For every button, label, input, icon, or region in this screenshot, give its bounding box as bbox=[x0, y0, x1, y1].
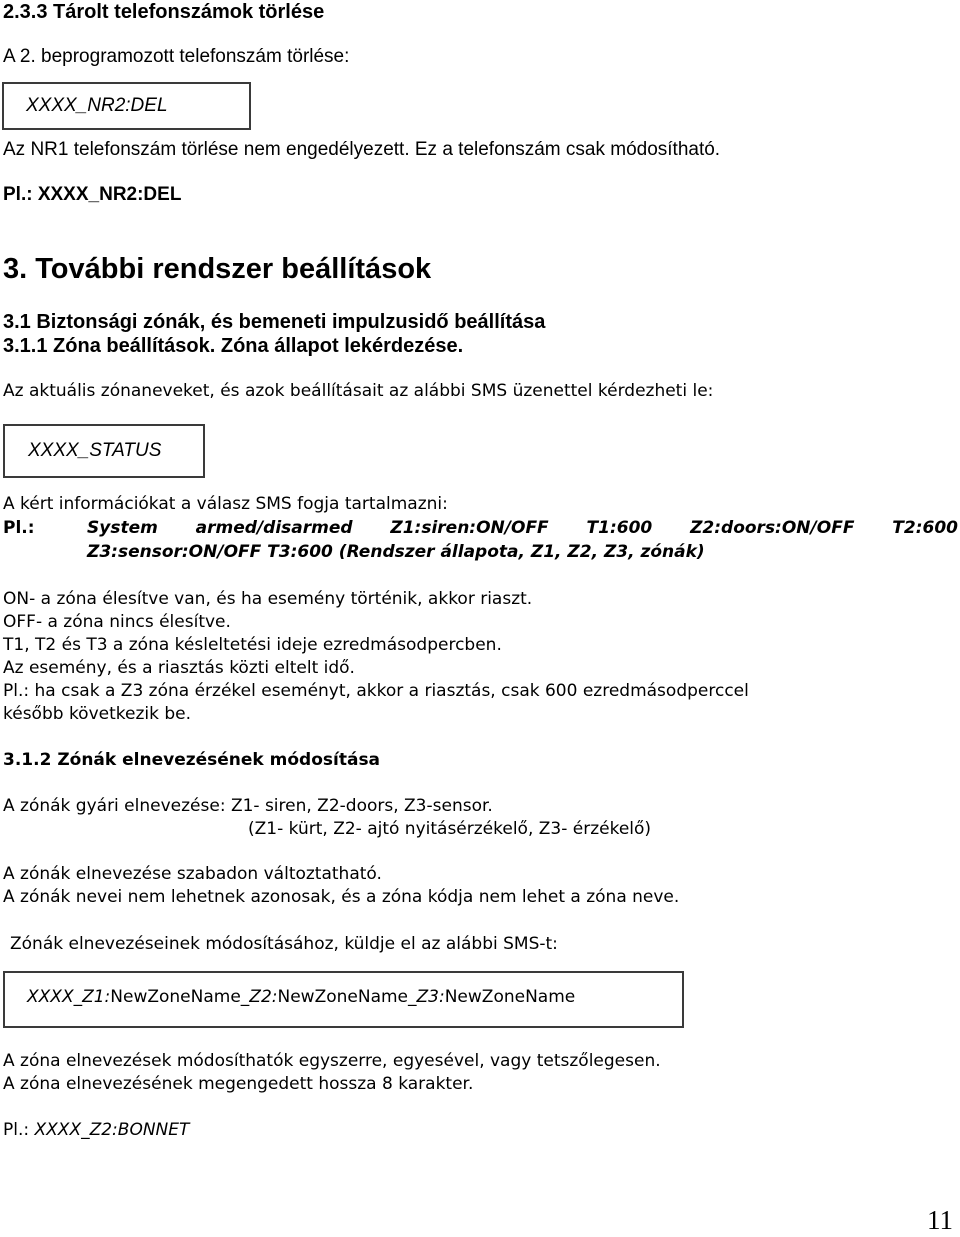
section-heading-3: 3. További rendszer beállítások bbox=[3, 253, 432, 285]
status-query-intro: Az aktuális zónaneveket, és azok beállításait az alábbi SMS üzenettel kérdezheti le: bbox=[3, 381, 714, 401]
zone-rename-command-box bbox=[3, 971, 684, 1028]
nr2-delete-command-box bbox=[2, 82, 251, 130]
zone-rename-instruction: Zónák elnevezéseinek módosításához, küldje el az alábbi SMS-t: bbox=[10, 934, 558, 954]
status-command-box bbox=[3, 424, 205, 478]
zone-explanation-line: később következik be. bbox=[3, 704, 192, 724]
zone-rename-command-part: NewZoneName bbox=[110, 987, 241, 1007]
zone-rename-command-part: _Z2: bbox=[240, 987, 278, 1007]
status-response-intro: A kért információkat a válasz SMS fogja tartalmazni: bbox=[3, 494, 448, 514]
status-example-word: Z1:siren:ON/OFF bbox=[390, 518, 549, 538]
zone-rename-command-part: NewZoneName bbox=[277, 987, 409, 1007]
zone-rename-free-note: A zónák elnevezése szabadon változtatható. bbox=[3, 864, 382, 884]
zone-explanation-line: Pl.: ha csak a Z3 zóna érzékel eseményt, akkor a riasztás, csak 600 ezredmásodperccel bbox=[3, 681, 749, 701]
zone-rename-options-note: A zóna elnevezések módosíthatók egyszerre, egyesével, vagy tetszőlegesen. bbox=[3, 1051, 661, 1071]
zone-rename-example bbox=[3, 1122, 189, 1139]
status-example-word: System bbox=[87, 518, 158, 538]
zone-explanation-line: OFF- a zóna nincs élesítve. bbox=[3, 612, 231, 632]
zone-explanation-line: T1, T2 és T3 a zóna késleltetési ideje ezredmásodpercben. bbox=[3, 635, 502, 655]
nr2-delete-intro: A 2. beprogramozott telefonszám törlése: bbox=[3, 46, 350, 67]
status-example-line1 bbox=[87, 520, 958, 537]
nr2-delete-example: Pl.: XXXX_NR2:DEL bbox=[3, 184, 182, 205]
nr2-delete-command: XXXX_NR2:DEL bbox=[26, 95, 168, 116]
zone-rename-command bbox=[27, 989, 575, 1006]
status-command: XXXX_STATUS bbox=[28, 440, 162, 461]
section-heading-3-1-2: 3.1.2 Zónák elnevezésének módosítása bbox=[3, 750, 381, 770]
nr1-delete-note: Az NR1 telefonszám törlése nem engedélyezett. Ez a telefonszám csak módosítható. bbox=[3, 139, 721, 160]
zone-rename-example-command: XXXX_Z2:BONNET bbox=[34, 1120, 190, 1140]
status-example-word: T2:600 bbox=[892, 518, 958, 538]
status-example-word: armed/disarmed bbox=[195, 518, 353, 538]
page-number: 11 bbox=[927, 1205, 953, 1235]
status-example-line2: Z3:sensor:ON/OFF T3:600 (Rendszer állapota, Z1, Z2, Z3, zónák) bbox=[87, 542, 705, 562]
zone-default-names: A zónák gyári elnevezése: Z1- siren, Z2-doors, Z3-sensor. bbox=[3, 796, 493, 816]
section-heading-3-1-1: 3.1.1 Zóna beállítások. Zóna állapot lekérdezése. bbox=[3, 335, 464, 357]
zone-rename-command-part: _Z3: bbox=[408, 987, 445, 1007]
zone-rename-example-prefix: Pl.: bbox=[3, 1120, 30, 1140]
status-example-word: Z2:doors:ON/OFF bbox=[690, 518, 855, 538]
zone-explanation-line: Az esemény, és a riasztás közti eltelt idő. bbox=[3, 658, 355, 678]
section-heading-2-3-3: 2.3.3 Tárolt telefonszámok törlése bbox=[3, 1, 325, 23]
zone-name-length-note: A zóna elnevezésének megengedett hossza 8 karakter. bbox=[3, 1074, 474, 1094]
zone-rename-unique-note: A zónák nevei nem lehetnek azonosak, és a zóna kódja nem lehet a zóna neve. bbox=[3, 887, 680, 907]
zone-default-names-translation: (Z1- kürt, Z2- ajtó nyitásérzékelő, Z3- érzékelő) bbox=[248, 819, 652, 839]
status-example-prefix: Pl.: bbox=[3, 518, 35, 538]
status-example-word: T1:600 bbox=[586, 518, 653, 538]
zone-rename-command-part: NewZoneName bbox=[444, 987, 576, 1007]
zone-explanation-line: ON- a zóna élesítve van, és ha esemény történik, akkor riaszt. bbox=[3, 589, 533, 609]
zone-rename-command-part: XXXX_Z1: bbox=[27, 987, 111, 1007]
section-heading-3-1: 3.1 Biztonsági zónák, és bemeneti impulzusidő beállítása bbox=[3, 311, 546, 333]
